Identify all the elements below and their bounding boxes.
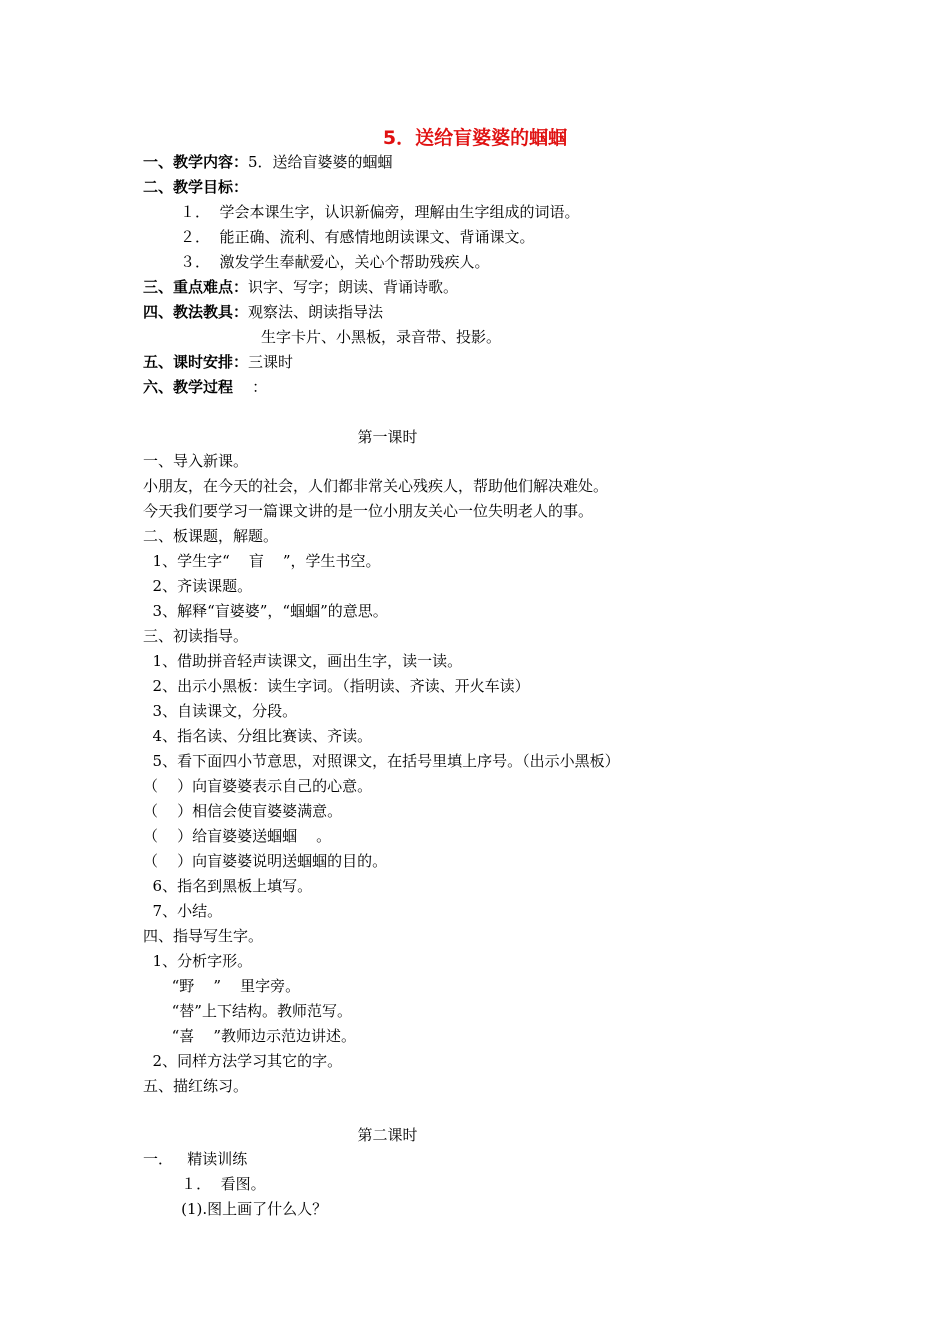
goal-1: １． 学会本课生字，认识新偏旁，理解由生字组成的词语。: [180, 203, 580, 221]
section-6-value: ：: [233, 378, 268, 396]
section-3-value: 识字、写字；朗读、背诵诗歌。: [248, 278, 459, 296]
lesson-1-line: （ ）给盲婆婆送蝈蝈 。: [143, 827, 332, 845]
lesson-2-line: １． 看图。: [143, 1175, 266, 1193]
lesson-1-line: （ ）向盲婆婆表示自己的心意。: [143, 777, 373, 795]
document-title: 5．送给盲婆婆的蝈蝈: [382, 127, 568, 149]
lesson-1-line: 2、齐读课题。: [143, 577, 253, 595]
lesson-1-line: 四、指导写生字。: [143, 927, 264, 945]
goal-2: ２． 能正确、流利、有感情地朗读课文、背诵课文。: [180, 228, 535, 246]
lesson-1-line: 小朋友，在今天的社会，人们都非常关心残疾人，帮助他们解决难处。: [143, 477, 609, 495]
lesson-1-line: 五、描红练习。: [143, 1077, 249, 1095]
section-5: [143, 352, 293, 372]
lesson-1-line: 1、学生字“ 盲 ”，学生书空。: [143, 552, 381, 570]
lesson-2-line: 一． 精读训练: [143, 1150, 248, 1168]
lesson-2-line: (1).图上画了什么人？: [143, 1200, 328, 1218]
lesson-2-heading: 第二课时: [357, 1126, 418, 1144]
section-3-label: 三、重点难点：: [143, 278, 249, 296]
lesson-1-line: “喜 ”教师边示范边讲述。: [143, 1027, 357, 1045]
lesson-1-line: 二、板课题，解题。: [143, 527, 279, 545]
lesson-1-line: 6、指名到黑板上填写。: [143, 877, 313, 895]
goal-3: ３． 激发学生奉献爱心，关心个帮助残疾人。: [180, 253, 490, 271]
section-4-label: 四、教法教具：: [143, 303, 249, 321]
section-6-label: 六、教学过程: [143, 378, 234, 396]
lesson-1-line: “野 ” 里字旁。: [143, 977, 301, 995]
section-4-value-2: 生字卡片、小黑板，录音带、投影。: [261, 328, 502, 346]
section-2-label: 二、教学目标：: [143, 178, 249, 196]
lesson-1-line: 2、同样方法学习其它的字。: [143, 1052, 343, 1070]
lesson-1-line: 1、分析字形。: [143, 952, 253, 970]
lesson-1-line: （ ）相信会使盲婆婆满意。: [143, 802, 343, 820]
section-5-value: 三课时: [248, 353, 294, 371]
lesson-1-line: 一、导入新课。: [143, 452, 249, 470]
lesson-1-line: 1、借助拼音轻声读课文，画出生字，读一读。: [143, 652, 463, 670]
lesson-1-line: （ ）向盲婆婆说明送蝈蝈的目的。: [143, 852, 388, 870]
section-6: [143, 377, 267, 397]
section-2: [143, 177, 248, 197]
lesson-1-line: 3、自读课文，分段。: [143, 702, 298, 720]
lesson-1-heading: 第一课时: [357, 428, 418, 446]
lesson-1-line: 2、出示小黑板：读生字词。（指明读、齐读、开火车读）: [143, 677, 530, 695]
lesson-1-line: “替”上下结构。教师范写。: [143, 1002, 352, 1020]
lesson-1-line: 3、解释“盲婆婆”，“蝈蝈”的意思。: [143, 602, 388, 620]
lesson-1-line: 7、小结。: [143, 902, 223, 920]
lesson-1-line: 5、看下面四小节意思，对照课文，在括号里填上序号。（出示小黑板）: [143, 752, 620, 770]
section-1-value: 5．送给盲婆婆的蝈蝈: [248, 153, 393, 171]
section-1-label: 一、教学内容：: [143, 153, 249, 171]
section-5-label: 五、课时安排：: [143, 353, 249, 371]
section-4-value: 观察法、朗读指导法: [248, 303, 384, 321]
lesson-1-line: 4、指名读、分组比赛读、齐读。: [143, 727, 373, 745]
lesson-1-line: 今天我们要学习一篇课文讲的是一位小朋友关心一位失明老人的事。: [143, 502, 594, 520]
lesson-1-line: 三、初读指导。: [143, 627, 249, 645]
section-4: [143, 302, 383, 322]
section-3: [143, 277, 458, 297]
section-1: [143, 152, 393, 172]
